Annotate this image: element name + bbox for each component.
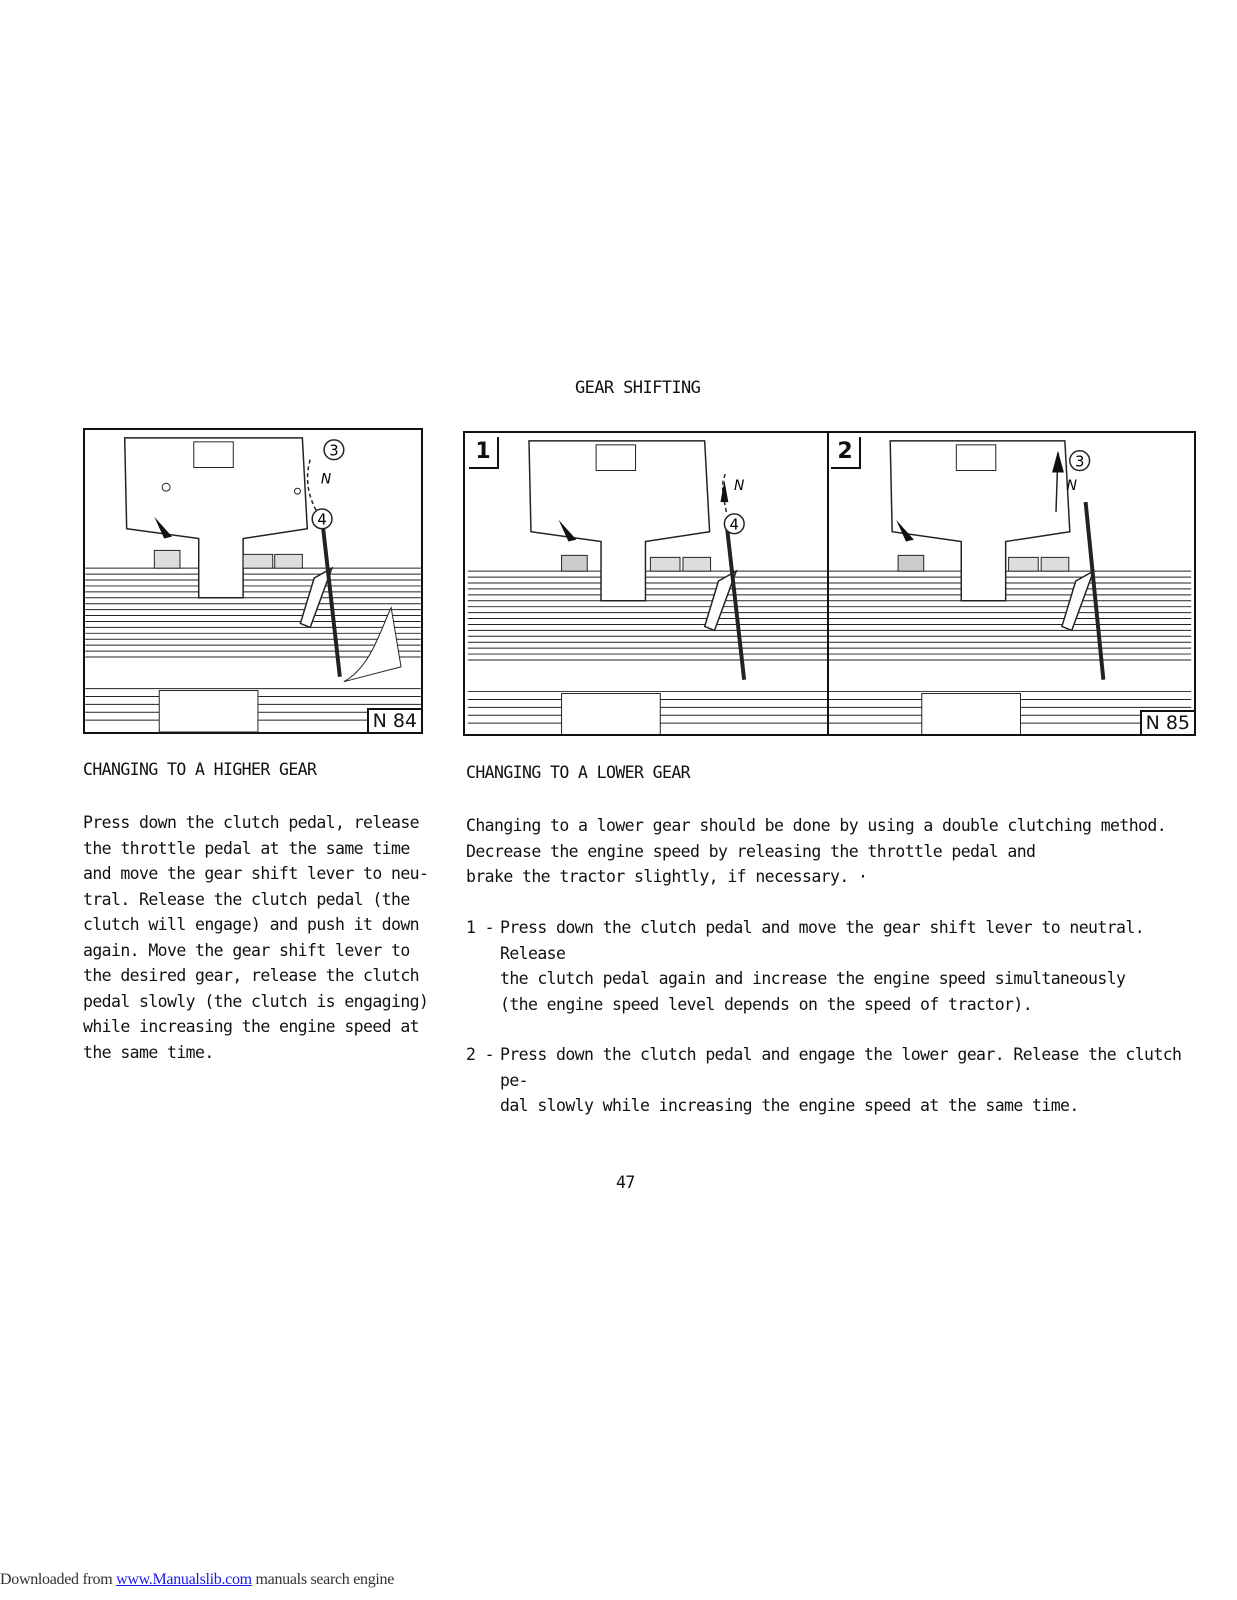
download-footer [0, 1571, 394, 1589]
section-heading-higher-gear: CHANGING TO A HIGHER GEAR [83, 760, 317, 779]
list-item [466, 1042, 1201, 1119]
step-number: 2 - [466, 1045, 495, 1064]
page-title: GEAR SHIFTING [575, 378, 701, 398]
lower-gear-steps [466, 915, 1201, 1144]
tractor-cab-sequence-illustration [465, 433, 1194, 734]
tractor-cab-illustration [85, 430, 421, 732]
step-text: Press down the clutch pedal and move the gear shift lever to neutral. Release the clutch pedal again and increase the engine speed simultaneously (the engine speed level depends on the speed of tractor). [500, 918, 1145, 1014]
panel1-callout-4: 4 [729, 516, 739, 534]
page-number: 47 [616, 1173, 635, 1192]
manualslib-link[interactable]: www.Manualslib.com [116, 1571, 252, 1588]
panel2-callout-n: N [1066, 478, 1077, 495]
figure-n84 [83, 428, 423, 734]
panel1-callout-n: N [734, 478, 745, 495]
callout-n: N [320, 471, 332, 488]
panel-number-1: 1 [469, 437, 499, 469]
figure-n85 [463, 431, 1196, 736]
step-number: 1 - [466, 918, 495, 937]
footer-prefix: Downloaded from [0, 1571, 117, 1588]
callout-4: 4 [317, 511, 327, 529]
list-item [466, 915, 1201, 1017]
section-heading-lower-gear: CHANGING TO A LOWER GEAR [466, 763, 691, 782]
panel2-callout-3: 3 [1074, 453, 1085, 471]
panel-divider [827, 433, 829, 734]
lower-gear-intro: Changing to a lower gear should be done by using a double clutching method. Decrease the engine speed by releasing the throttle pedal and brake the tractor slightly, if necessary. · [466, 816, 1167, 886]
higher-gear-instructions: Press down the clutch pedal, release the throttle pedal at the same time and move the gear shift lever to neu- tral. Release the clutch pedal (the clutch will engage) and push it down again. Move the gear shift lever to the desired gear, release the clutch pedal slowly (the clutch is engaging) while increasing the engine speed at the same time. [83, 813, 429, 1062]
step-text: Press down the clutch pedal and engage the lower gear. Release the clutch pe- dal slowly while increasing the engine speed at the same time. [500, 1045, 1182, 1115]
panel-number-2: 2 [831, 437, 861, 469]
figure-code: N 85 [1140, 710, 1194, 734]
callout-3: 3 [329, 442, 339, 460]
footer-suffix: manuals search engine [251, 1571, 395, 1588]
figure-code: N 84 [367, 708, 421, 732]
